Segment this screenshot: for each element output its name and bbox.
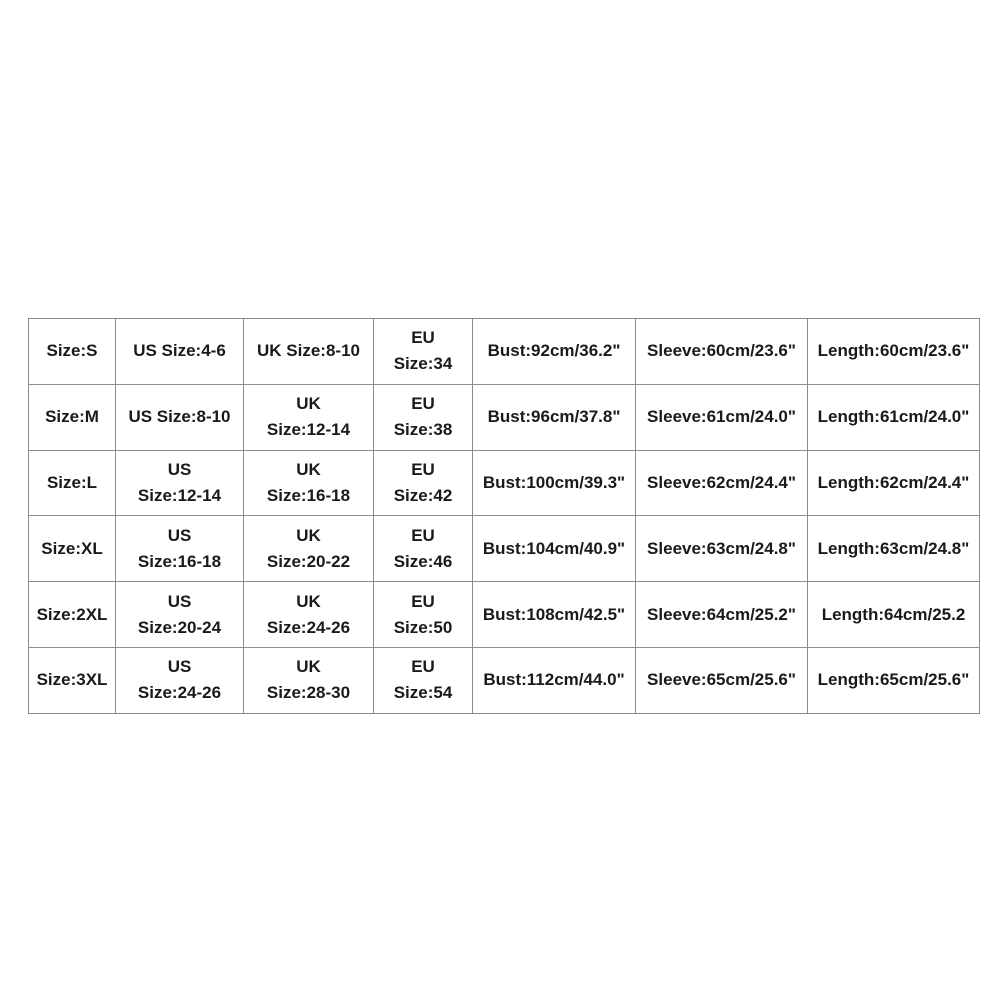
sleeve-cell: Sleeve:60cm/23.6" xyxy=(636,319,808,385)
eu-size-cell: EU Size:54 xyxy=(374,647,473,713)
uk-size-cell: UK Size:8-10 xyxy=(244,319,374,385)
length-cell: Length:65cm/25.6" xyxy=(808,647,980,713)
size-chart-body xyxy=(29,319,980,714)
length-cell: Length:62cm/24.4" xyxy=(808,450,980,516)
eu-size-cell: EU Size:38 xyxy=(374,384,473,450)
table-row xyxy=(29,384,980,450)
uk-size-cell: UK Size:20-22 xyxy=(244,516,374,582)
table-row xyxy=(29,582,980,648)
eu-size-cell: EU Size:42 xyxy=(374,450,473,516)
size-cell: Size:XL xyxy=(29,516,116,582)
sleeve-cell: Sleeve:61cm/24.0" xyxy=(636,384,808,450)
sleeve-cell: Sleeve:65cm/25.6" xyxy=(636,647,808,713)
size-cell: Size:S xyxy=(29,319,116,385)
us-size-cell: US Size:8-10 xyxy=(116,384,244,450)
uk-size-cell: UK Size:12-14 xyxy=(244,384,374,450)
bust-cell: Bust:96cm/37.8" xyxy=(473,384,636,450)
size-chart-table xyxy=(28,318,980,714)
length-cell: Length:63cm/24.8" xyxy=(808,516,980,582)
sleeve-cell: Sleeve:62cm/24.4" xyxy=(636,450,808,516)
table-row xyxy=(29,450,980,516)
us-size-cell: US Size:16-18 xyxy=(116,516,244,582)
length-cell: Length:64cm/25.2 xyxy=(808,582,980,648)
eu-size-cell: EU Size:50 xyxy=(374,582,473,648)
us-size-cell: US Size:12-14 xyxy=(116,450,244,516)
length-cell: Length:60cm/23.6" xyxy=(808,319,980,385)
us-size-cell: US Size:20-24 xyxy=(116,582,244,648)
size-cell: Size:L xyxy=(29,450,116,516)
bust-cell: Bust:112cm/44.0" xyxy=(473,647,636,713)
uk-size-cell: UK Size:28-30 xyxy=(244,647,374,713)
size-cell: Size:M xyxy=(29,384,116,450)
sleeve-cell: Sleeve:64cm/25.2" xyxy=(636,582,808,648)
size-cell: Size:2XL xyxy=(29,582,116,648)
uk-size-cell: UK Size:24-26 xyxy=(244,582,374,648)
us-size-cell: US Size:4-6 xyxy=(116,319,244,385)
table-row xyxy=(29,516,980,582)
bust-cell: Bust:108cm/42.5" xyxy=(473,582,636,648)
table-row xyxy=(29,647,980,713)
size-cell: Size:3XL xyxy=(29,647,116,713)
table-row xyxy=(29,319,980,385)
uk-size-cell: UK Size:16-18 xyxy=(244,450,374,516)
us-size-cell: US Size:24-26 xyxy=(116,647,244,713)
length-cell: Length:61cm/24.0" xyxy=(808,384,980,450)
sleeve-cell: Sleeve:63cm/24.8" xyxy=(636,516,808,582)
eu-size-cell: EU Size:34 xyxy=(374,319,473,385)
bust-cell: Bust:104cm/40.9" xyxy=(473,516,636,582)
bust-cell: Bust:100cm/39.3" xyxy=(473,450,636,516)
bust-cell: Bust:92cm/36.2" xyxy=(473,319,636,385)
eu-size-cell: EU Size:46 xyxy=(374,516,473,582)
